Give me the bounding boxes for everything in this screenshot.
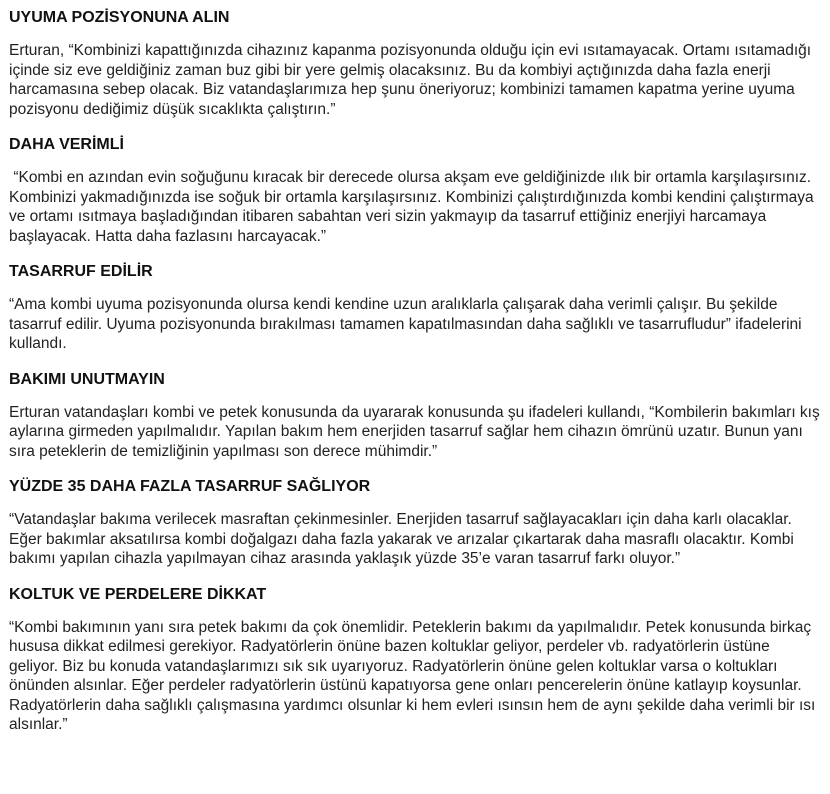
section-heading: DAHA VERİMLİ (9, 136, 124, 153)
section-paragraph: Erturan, “Kombinizi kapattığınızda cihazınız kapanma pozisyonunda olduğu için evi ısıtamayacak. Ortamı ısıtamadığı içinde siz eve geldiğiniz zaman buz gibi bir yere gelmiş olacaksınız. Bu da kombiyi açtığınızda daha fazla enerji harcamasına sebep olacak. Biz vatandaşlarımıza hep şunu öneriyoruz; kombinizi tamamen kapatma yerine uyuma pozisyonu dediğimiz düşük sıcaklıkta çalıştırın.” (9, 42, 812, 118)
section-paragraph: Erturan vatandaşları kombi ve petek konusunda da uyararak konusunda şu ifadeleri kullandı, “Kombilerin bakımları kış aylarına girmeden yapılmalıdır. Yapılan bakım hem enerjiden tasarruf sağlar hem cihazın ömrünü uzatır. Bunun yanı sıra peteklerin de temizliğinin yapılması son derece mühimdir.” (9, 403, 820, 460)
section-paragraph: “Kombi en azından evin soğuğunu kıracak bir derecede olursa akşam eve geldiğinizde ılık bir ortamla karşılaşırsınız. Kombinizi yakmadığınızda ise soğuk bir ortamla karşılaşırsınız. Kombinizi çalıştırdığınızda kombi kendini çalıştırmaya ve ortamı ısıtmaya başladığından itibaren sabahtan veri sizin yakmayıp da tasarruf ettiğiniz enerjiyi harcamaya başlayacak. Hatta daha fazlasını harcayacak.” (9, 169, 818, 245)
section-koltuk-ve-perdeler (9, 583, 820, 735)
section-heading: UYUMA POZİSYONUNA ALIN (9, 9, 230, 26)
section-yuzde-35-tasarruf (9, 475, 820, 569)
section-paragraph: “Vatandaşlar bakıma verilecek masraftan çekinmesinler. Enerjiden tasarruf sağlayacakları için daha karlı olacaklar. Eğer bakımlar aksatılırsa kombi doğalgazı daha fazla yakarak ve arızalar çıkartarak daha masraflı olacaktır. Kombi bakımı yapılan cihazla yapılmayan cihaz arasında yaklaşık yüzde 35’e varan tasarruf farkı oluyor.” (9, 511, 794, 567)
section-heading: BAKIMI UNUTMAYIN (9, 370, 165, 388)
section-heading: KOLTUK VE PERDELERE DİKKAT (9, 585, 267, 603)
section-tasarruf-edilir (9, 260, 820, 354)
section-paragraph: “Ama kombi uyuma pozisyonunda olursa kendi kendine uzun aralıklarla çalışarak daha verimli çalışır. Bu şekilde tasarruf edilir. Uyuma pozisyonunda bırakılması tamamen kapatılmasından daha sağlıklı ve tasarrufludur” ifadelerini kullandı. (9, 296, 802, 352)
section-uyuma-pozisyonu (9, 6, 820, 119)
section-heading: TASARRUF EDİLİR (9, 263, 153, 280)
section-bakimi-unutmayin (9, 368, 820, 462)
section-heading: YÜZDE 35 DAHA FAZLA TASARRUF SAĞLIYOR (9, 478, 371, 495)
section-paragraph: “Kombi bakımının yanı sıra petek bakımı da çok önemlidir. Peteklerin bakımı da yapılmalıdır. Petek konusunda birkaç hususa dikkat edilmesi gerekiyor. Radyatörlerin önüne bazen koltuklar geliyor, perdeler vb. radyatörlerin üstüne geliyor. Biz bu konuda vatandaşlarımızı sık sık uyarıyoruz. Radyatörlerin önüne gelen koltuklar varsa o koltukları önünden alsınlar. Eğer perdeler radyatörlerin üstünü kapatıyorsa gene onları pencerelerin önüne katlayıp koysunlar. Radyatörlerin daha sağlıklı çalışmasına yardımcı olsunlar ki hem evleri ısınsın hem de aynı şekilde daha verimli bir ısı alsınlar.” (9, 618, 816, 733)
section-daha-verimli (9, 133, 820, 246)
